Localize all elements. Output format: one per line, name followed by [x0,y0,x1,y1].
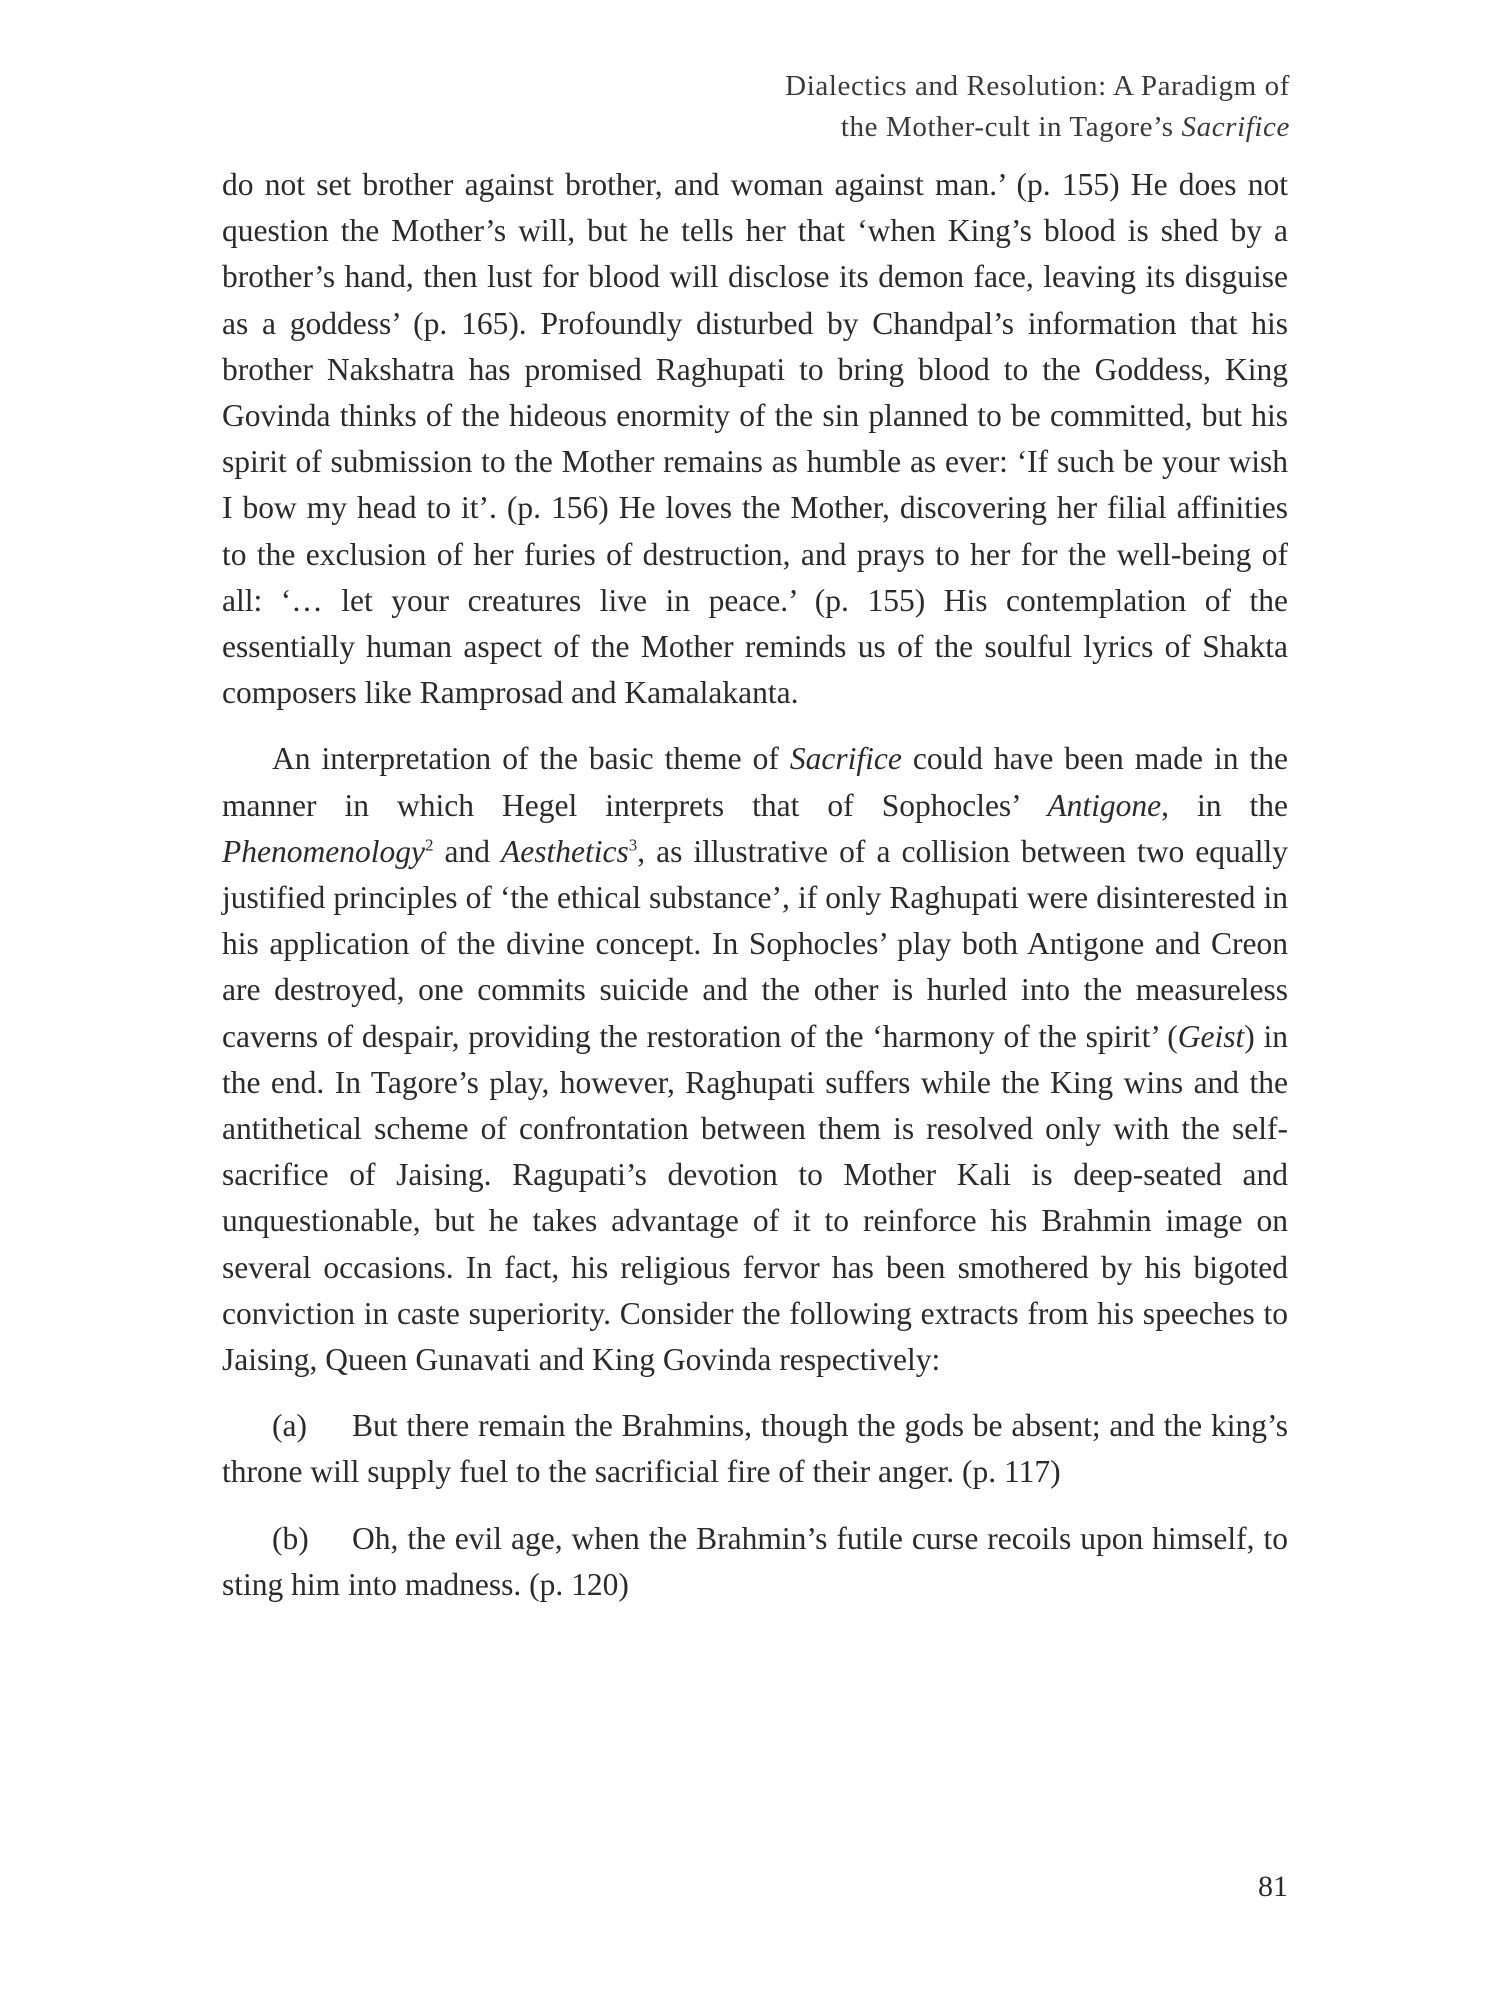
footnote-ref-2: 2 [424,835,434,855]
running-head [785,66,1290,148]
quote-a-text: But there remain the Brahmins, though the gods be absent; and the king’s throne will supply fuel to the sacrificial fire of their anger. (p. 117) [222,1408,1288,1490]
paragraph-1: do not set brother against brother, and woman against man.’ (p. 155) He does not question the Mother’s will, but he tells her that ‘when King’s blood is shed by a brother’s hand, then lust for blood will disclose its demon face, leaving its disguise as a goddess’ (p. 165). Profoundly disturbed by Chandpal’s information that his brother Nakshatra has promised Raghupati to bring blood to the Goddess, King Govinda thinks of the hideous enormity of the sin planned to be committed, but his spirit of submission to the Mother remains as humble as ever: ‘If such be your wish I bow my head to it’. (p. 156) He loves the Mother, discovering her filial affinities to the exclusion of her furies of destruction, and prays to her for the well-being of all: ‘… let your creatures live in peace.’ (p. 155) His contemplation of the essentially human aspect of the Mother reminds us of the soulful lyrics of Shakta composers like Ramprosad and Kamalakanta. [222,167,1288,711]
paragraph-2 [222,736,1288,1383]
title-sacrifice: Sacrifice [789,741,902,777]
page-number: 81 [1258,1870,1288,1903]
running-head-title: Sacrifice [1181,111,1290,143]
running-head-text: the Mother-cult in Tagore’s [840,111,1182,143]
running-head-line-2 [785,107,1290,148]
running-head-line-1: Dialectics and Resolution: A Paradigm of [785,70,1290,102]
paragraph-2-text-1: An interpretation of the basic theme of [272,741,790,777]
paragraph-2-text-6: ) in the end. In Tagore’s play, however, Raghupati suffers while the King wins and the antithetical scheme of confrontation between them is resolved only with the self-sacrifice of Jaising. Ragupati’s devotion to Mother Kali is deep-seated and unquestionable, but he takes advantage of it to reinforce his Brahmin image on several occasions. In fact, his religious fervor has been smothered by his bigoted conviction in caste superiority. Consider the following extracts from his speeches to Jaising, Queen Gunavati and King Govinda respectively: [222,1018,1288,1378]
paragraph-2-text-5: , as illustrative of a collision between two equally justified principles of ‘the ethical substance’, if only Raghupati were disinterested in his application of the divine concept. In Sophocles’ play both Antigone and Creon are destroyed, one commits suicide and the other is hurled into the measureless caverns of despair, providing the restoration of the ‘harmony of the spirit’ ( [222,833,1288,1054]
footnote-ref-3: 3 [628,835,638,855]
quote-b-text: Oh, the evil age, when the Brahmin’s futile curse recoils upon himself, to sting him into madness. (p. 120) [222,1520,1288,1602]
paragraph-2-text-3: , in the [1161,787,1288,823]
body-text [222,162,1288,1608]
paragraph-2-text-2: could have been made in the manner in which Hegel interprets that of Sophocles’ [222,741,1288,823]
quote-b [222,1516,1288,1608]
quote-a-label: (a) [272,1408,307,1444]
title-phenomenology: Phenomenology [222,833,425,869]
title-aesthetics: Aesthetics [501,833,629,869]
term-geist: Geist [1177,1018,1245,1054]
paragraph-2-text-4: and [433,833,501,869]
quote-a [222,1403,1288,1495]
quote-b-label: (b) [272,1520,309,1556]
title-antigone: Antigone [1047,787,1162,823]
